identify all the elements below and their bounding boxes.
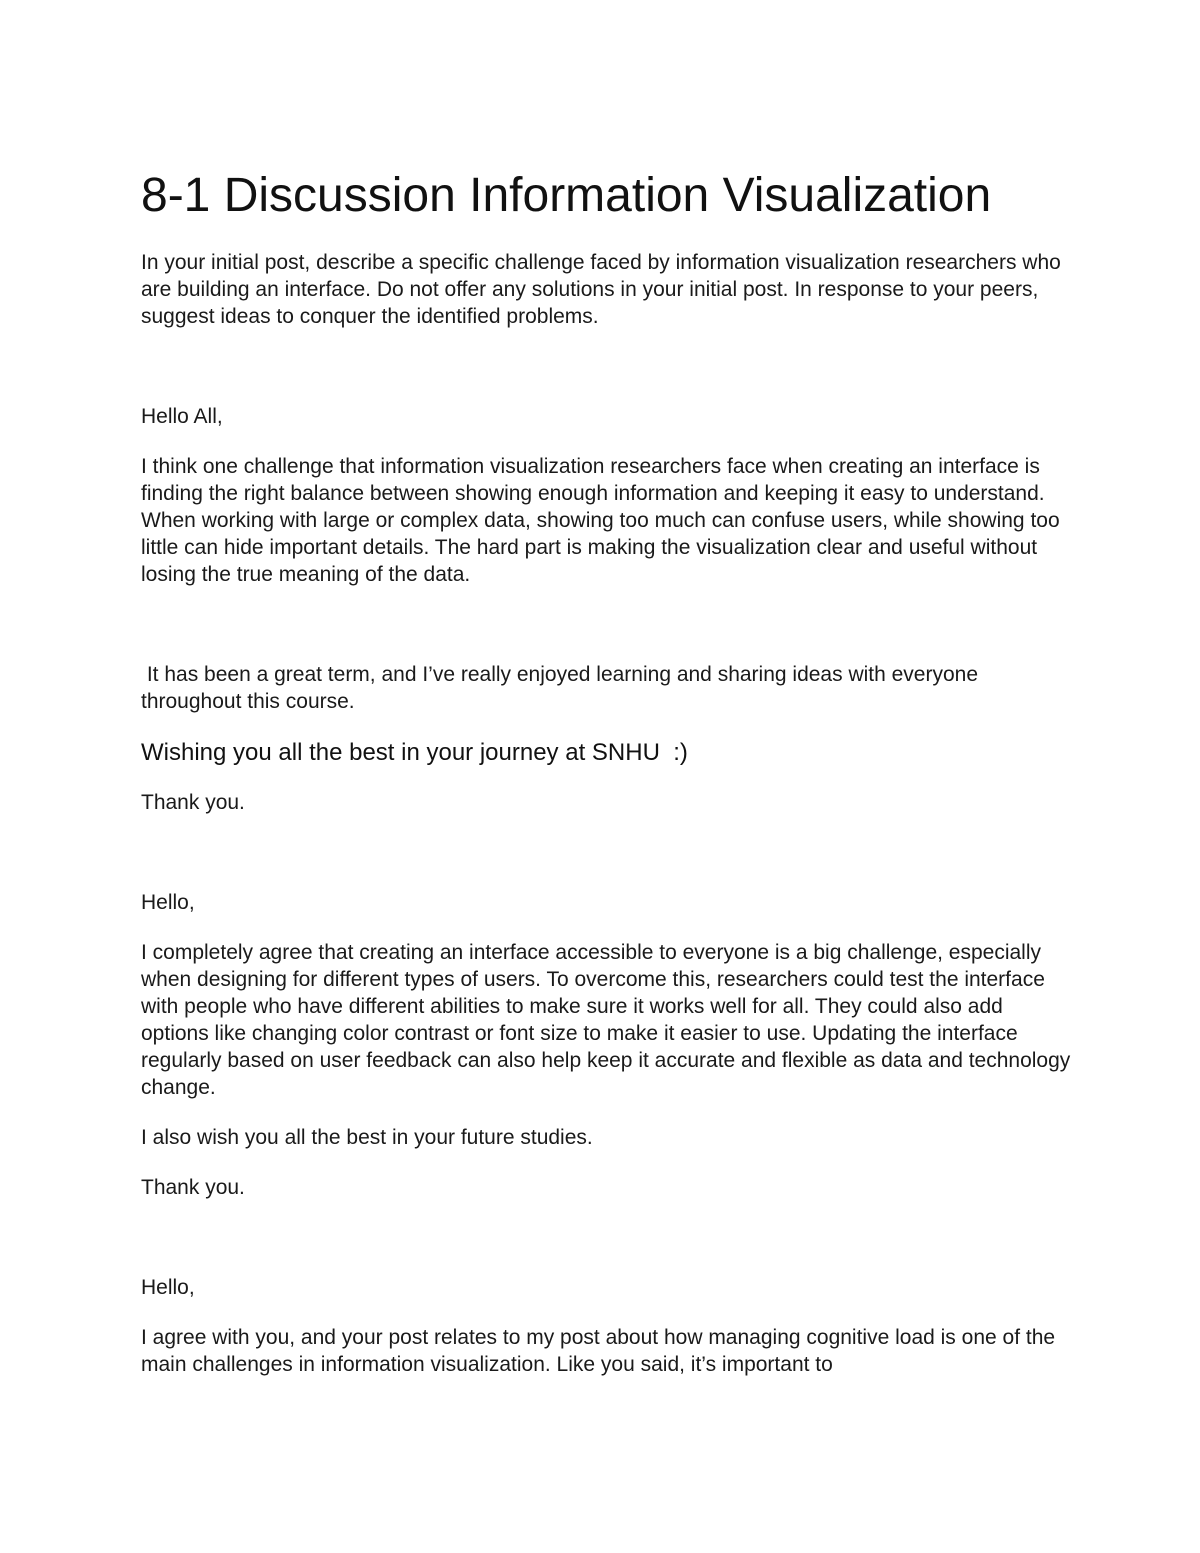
initial-post-greeting: Hello All, <box>141 405 223 428</box>
document-title: 8-1 Discussion Information Visualization <box>141 169 992 222</box>
initial-post-signoff: Thank you. <box>141 791 245 814</box>
reply-2-body: I agree with you, and your post relates to my post about how managing cognitive load is one of the main challenges in information visualization. Like you said, it’s important to <box>141 1326 1056 1376</box>
reply-1-wish: I also wish you all the best in your future studies. <box>141 1126 593 1149</box>
initial-post-body: I think one challenge that information visualization researchers face when creating an interface is finding the right balance between showing enough information and keeping it easy to understand. When working with large or complex data, showing too much can confuse users, while showing too little can hide important details. The hard part is making the visualization clear and useful without losing the true meaning of the data. <box>141 455 1060 586</box>
discussion-prompt: In your initial post, describe a specific challenge faced by information visualization researchers who are building an interface. Do not offer any solutions in your initial post. In response to your peers, suggest ideas to conquer the identified problems. <box>141 251 1061 328</box>
reply-1-greeting: Hello, <box>141 891 195 914</box>
reply-1-body: I completely agree that creating an interface accessible to everyone is a big challenge, especially when designing for different types of users. To overcome this, researchers could test the interface with people who have different abilities to make sure it works well for all. They could also add options like changing color contrast or font size to make it easier to use. Updating the interface regularly based on user feedback can also help keep it accurate and flexible as data and technology change. <box>141 941 1071 1099</box>
reply-2-greeting: Hello, <box>141 1276 195 1299</box>
initial-post-wish: Wishing you all the best in your journey at SNHU :) <box>141 739 688 766</box>
reply-1-signoff: Thank you. <box>141 1176 245 1199</box>
document-content <box>141 168 1071 1378</box>
initial-post-closing: It has been a great term, and I’ve really enjoyed learning and sharing ideas with everyone throughout this course. <box>141 663 984 713</box>
